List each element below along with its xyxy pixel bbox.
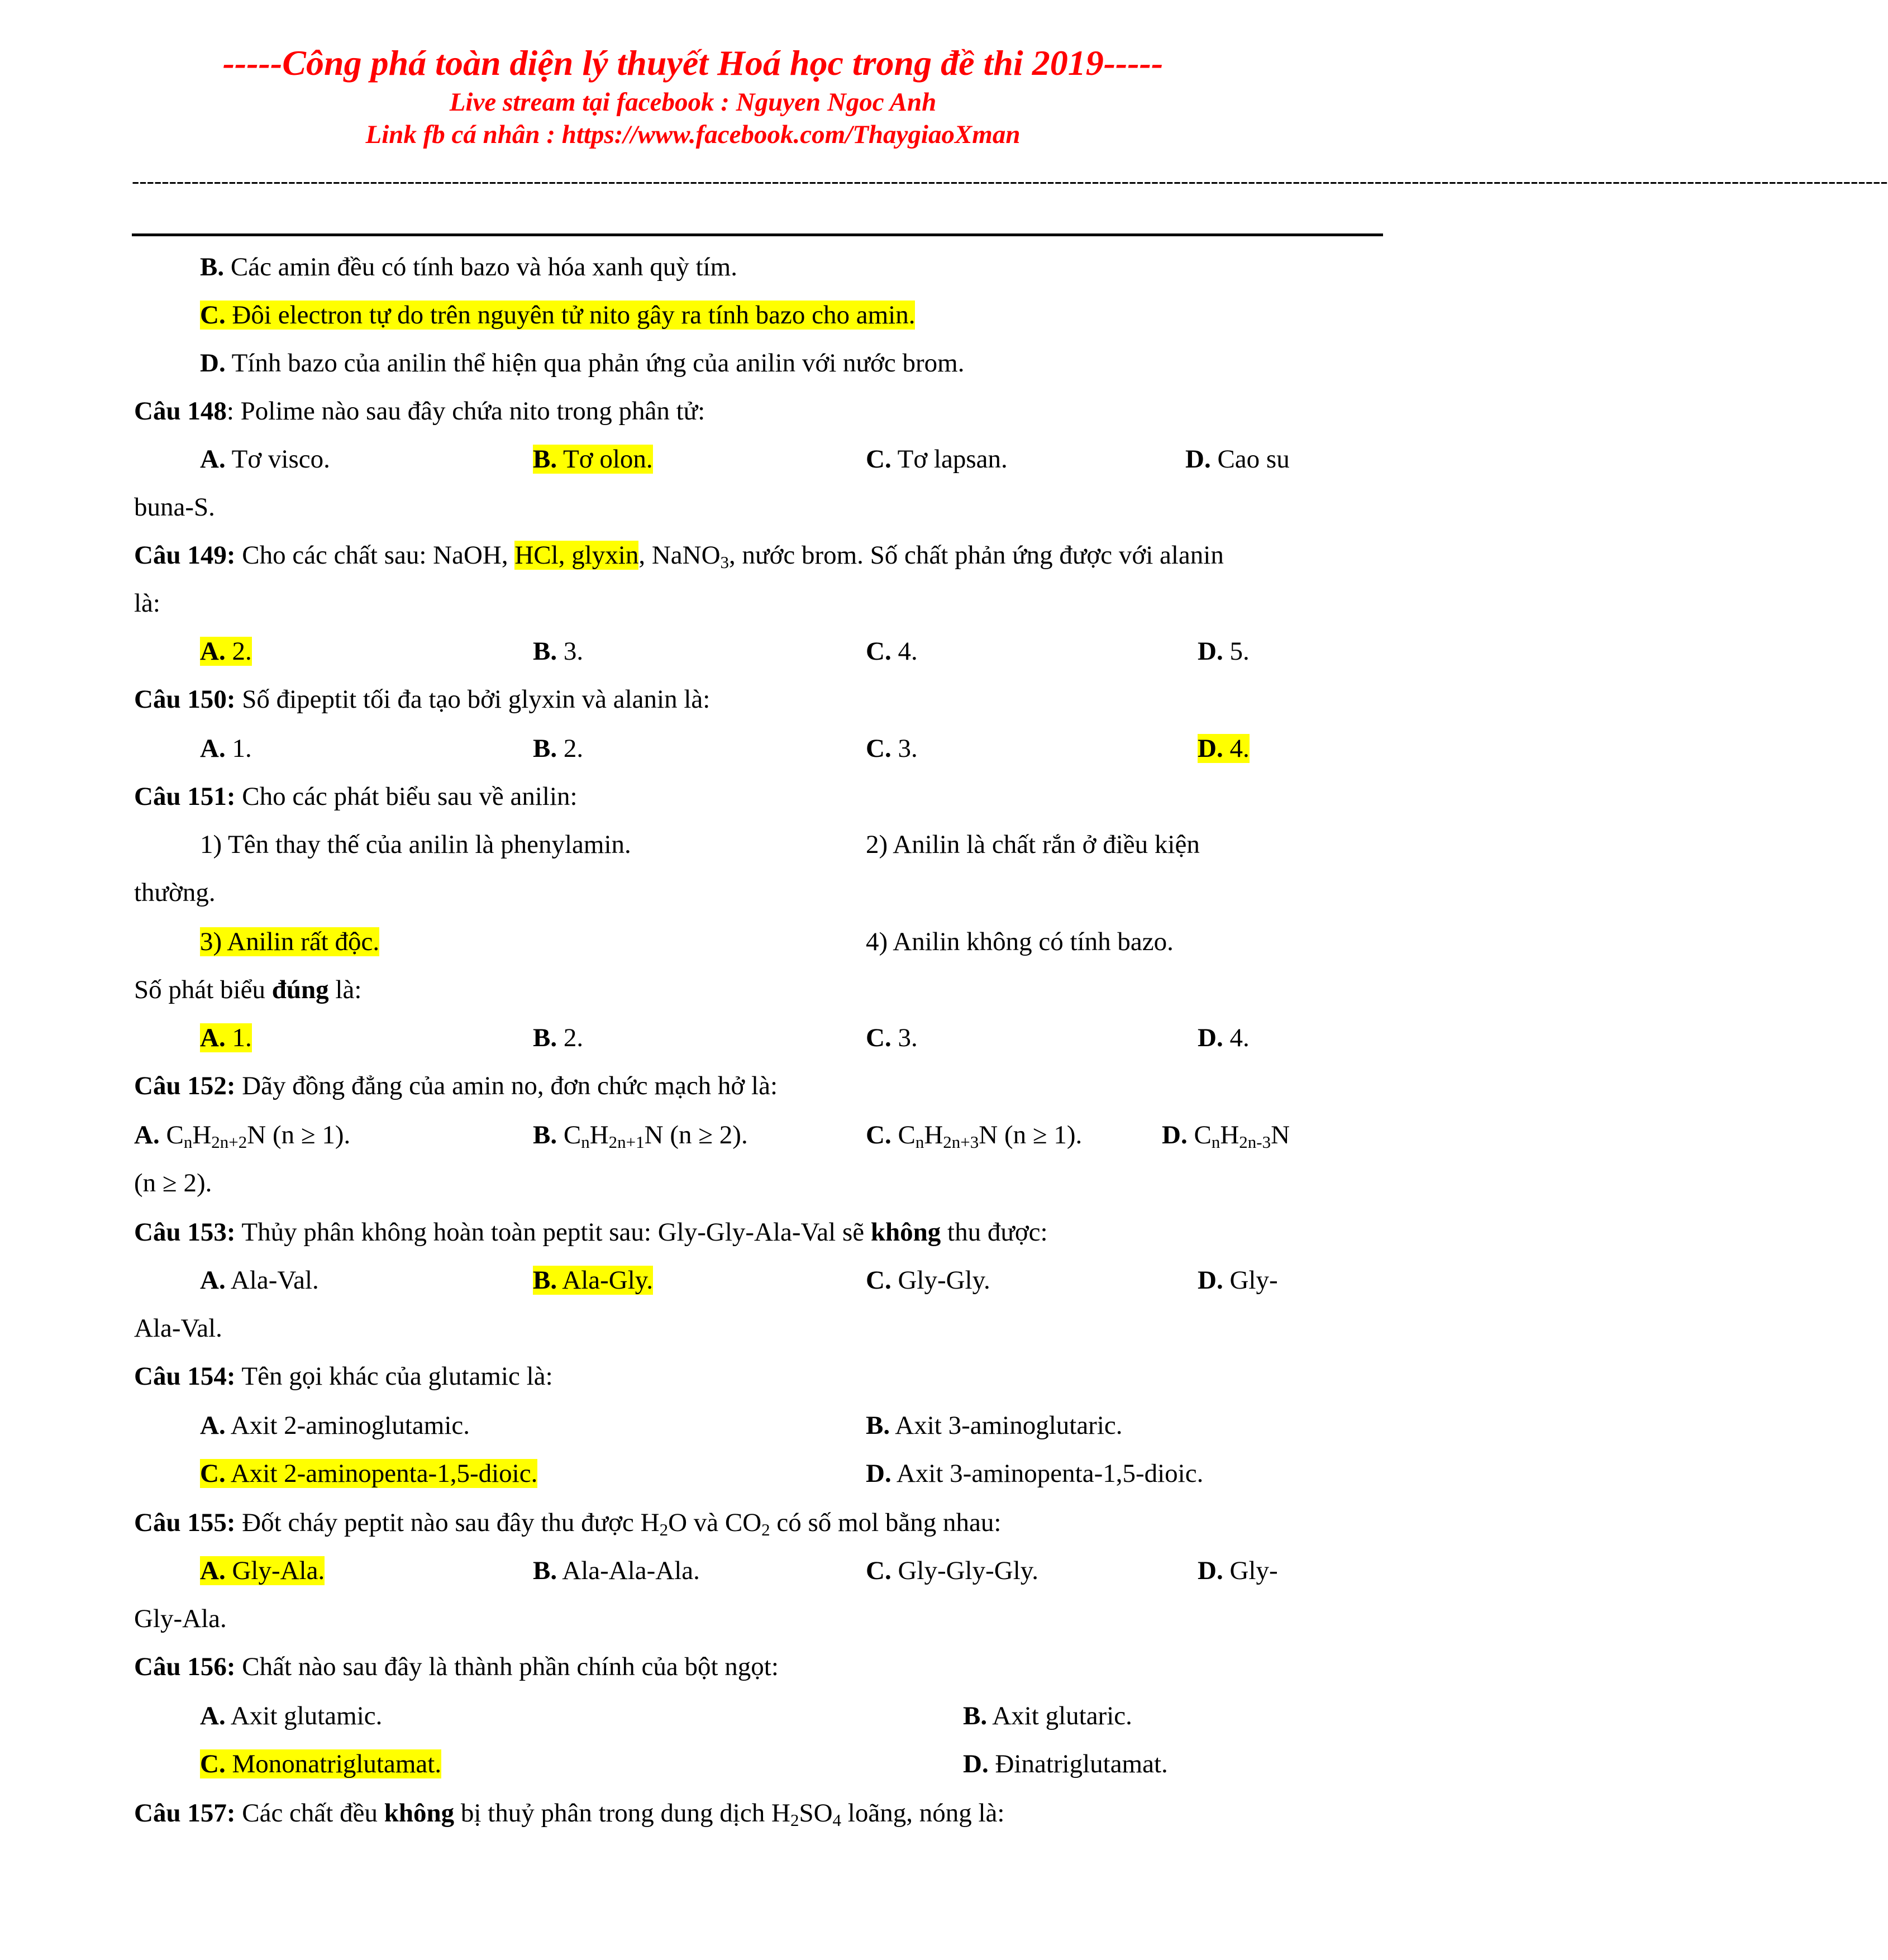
q151-statement-2-continued: thường. (134, 878, 216, 907)
q151-option-b[interactable]: B. 2. (533, 1023, 584, 1052)
q149-question-continued: là: (134, 589, 160, 618)
q156-question: Câu 156: Chất nào sau đây là thành phần chính của bột ngọt: (134, 1652, 779, 1681)
q155-question: Câu 155: Đốt cháy peptit nào sau đây thu được $H_2O$ và $CO_2$ có số mol bằng nhau: (134, 1508, 1002, 1539)
q149-option-b[interactable]: B. 3. (533, 637, 584, 666)
q151-statement-4: 4) Anilin không có tính bazo. (866, 927, 1174, 956)
q151-question: Câu 151: Cho các phát biểu sau về anilin: (134, 782, 578, 811)
q153-option-d-continued: Ala-Val. (134, 1314, 222, 1343)
q152-option-d[interactable]: D. $C_nH_{2n-3}N$ (1162, 1120, 1290, 1152)
q151-option-d[interactable]: D. 4. (1198, 1023, 1250, 1052)
facebook-link[interactable]: Link fb cá nhân : https://www.facebook.com/ThaygiaoXman (365, 120, 1021, 149)
q152-option-c[interactable]: C. $C_nH_{2n+3}N$ (n ≥ 1). (866, 1120, 1083, 1152)
q154-option-a[interactable]: A. Axit 2-aminoglutamic. (200, 1411, 470, 1440)
q147-option-d[interactable]: D. Tính bazo của anilin thể hiện qua phản ứng của anilin với nước brom. (200, 349, 965, 378)
livestream-info: Live stream tại facebook : Nguyen Ngoc Anh (449, 88, 937, 117)
header-rule (132, 233, 1383, 236)
q151-option-a[interactable]: A. 1. (200, 1023, 252, 1052)
page-title: -----Công phá toàn diện lý thuyết Hoá học trong đề thi 2019----- (222, 43, 1164, 83)
q152-option-b[interactable]: B. $C_nH_{2n+1}N$ (n ≥ 2). (533, 1120, 748, 1152)
q153-option-a[interactable]: A. Ala-Val. (200, 1266, 319, 1295)
q148-question: Câu 148: Polime nào sau đây chứa nito trong phân tử: (134, 397, 705, 426)
q150-option-d[interactable]: D. 4. (1198, 734, 1250, 763)
q155-option-b[interactable]: B. Ala-Ala-Ala. (533, 1556, 700, 1585)
q157-question: Câu 157: Các chất đều không bị thuỷ phân trong dung dịch $H_2SO_4$ loãng, nóng là: (134, 1799, 1005, 1830)
q150-option-c[interactable]: C. 3. (866, 734, 918, 763)
q149-option-d[interactable]: D. 5. (1198, 637, 1250, 666)
q148-option-c[interactable]: C. Tơ lapsan. (866, 445, 1008, 474)
q151-statement-1: 1) Tên thay thế của anilin là phenylamin. (200, 830, 631, 859)
q147-option-b[interactable]: B. Các amin đều có tính bazo và hóa xanh quỳ tím. (200, 252, 737, 282)
q152-option-d-continued: (n ≥ 2). (134, 1169, 212, 1198)
q156-option-b[interactable]: B. Axit glutaric. (963, 1701, 1132, 1730)
q155-option-d[interactable]: D. Gly- (1198, 1556, 1278, 1585)
q149-option-a[interactable]: A. 2. (200, 637, 252, 666)
q156-option-a[interactable]: A. Axit glutamic. (200, 1701, 383, 1730)
q152-option-a[interactable]: A. $C_nH_{2n+2}N$ (n ≥ 1). (134, 1120, 351, 1152)
q156-option-d[interactable]: D. Đinatriglutamat. (963, 1749, 1168, 1778)
q148-option-a[interactable]: A. Tơ visco. (200, 445, 330, 474)
q155-option-d-continued: Gly-Ala. (134, 1604, 227, 1633)
q153-question: Câu 153: Thủy phân không hoàn toàn peptit sau: Gly-Gly-Ala-Val sẽ không thu được: (134, 1218, 1048, 1247)
q148-option-d-continued: buna-S. (134, 493, 215, 522)
q151-ask: Số phát biểu đúng là: (134, 975, 362, 1004)
q156-option-c[interactable]: C. Mononatriglutamat. (200, 1749, 442, 1778)
q155-option-a[interactable]: A. Gly-Ala. (200, 1556, 325, 1585)
q147-option-c[interactable]: C. Đôi electron tự do trên nguyên tử nito gây ra tính bazo cho amin. (200, 301, 916, 330)
q154-option-c[interactable]: C. Axit 2-aminopenta-1,5-dioic. (200, 1459, 538, 1488)
q151-statement-3: 3) Anilin rất độc. (200, 927, 380, 956)
q151-statement-2: 2) Anilin là chất rắn ở điều kiện (866, 830, 1200, 859)
q151-option-c[interactable]: C. 3. (866, 1023, 918, 1052)
q153-option-c[interactable]: C. Gly-Gly. (866, 1266, 990, 1295)
q152-question: Câu 152: Dãy đồng đẳng của amin no, đơn chức mạch hở là: (134, 1071, 778, 1100)
q154-option-b[interactable]: B. Axit 3-aminoglutaric. (866, 1411, 1123, 1440)
q149-option-c[interactable]: C. 4. (866, 637, 918, 666)
q148-option-d[interactable]: D. Cao su (1185, 445, 1290, 474)
q150-option-a[interactable]: A. 1. (200, 734, 252, 763)
q153-option-b[interactable]: B. Ala-Gly. (533, 1266, 653, 1295)
dashed-separator: -------------------------------------------------------------------------------------------------------------------------------------------------------------------------------------------------------------------------------------------- (132, 168, 1888, 193)
q148-option-b[interactable]: B. Tơ olon. (533, 445, 653, 474)
q154-question: Câu 154: Tên gọi khác của glutamic là: (134, 1362, 553, 1391)
q150-question: Câu 150: Số đipeptit tối đa tạo bởi glyxin và alanin là: (134, 685, 711, 714)
q153-option-d[interactable]: D. Gly- (1198, 1266, 1278, 1295)
q150-option-b[interactable]: B. 2. (533, 734, 584, 763)
q149-question: Câu 149: Cho các chất sau: NaOH, HCl, glyxin, NaNO$_3$, nước brom. Số chất phản ứng được với alanin (134, 541, 1224, 572)
q155-option-c[interactable]: C. Gly-Gly-Gly. (866, 1556, 1038, 1585)
q154-option-d[interactable]: D. Axit 3-aminopenta-1,5-dioic. (866, 1459, 1204, 1488)
